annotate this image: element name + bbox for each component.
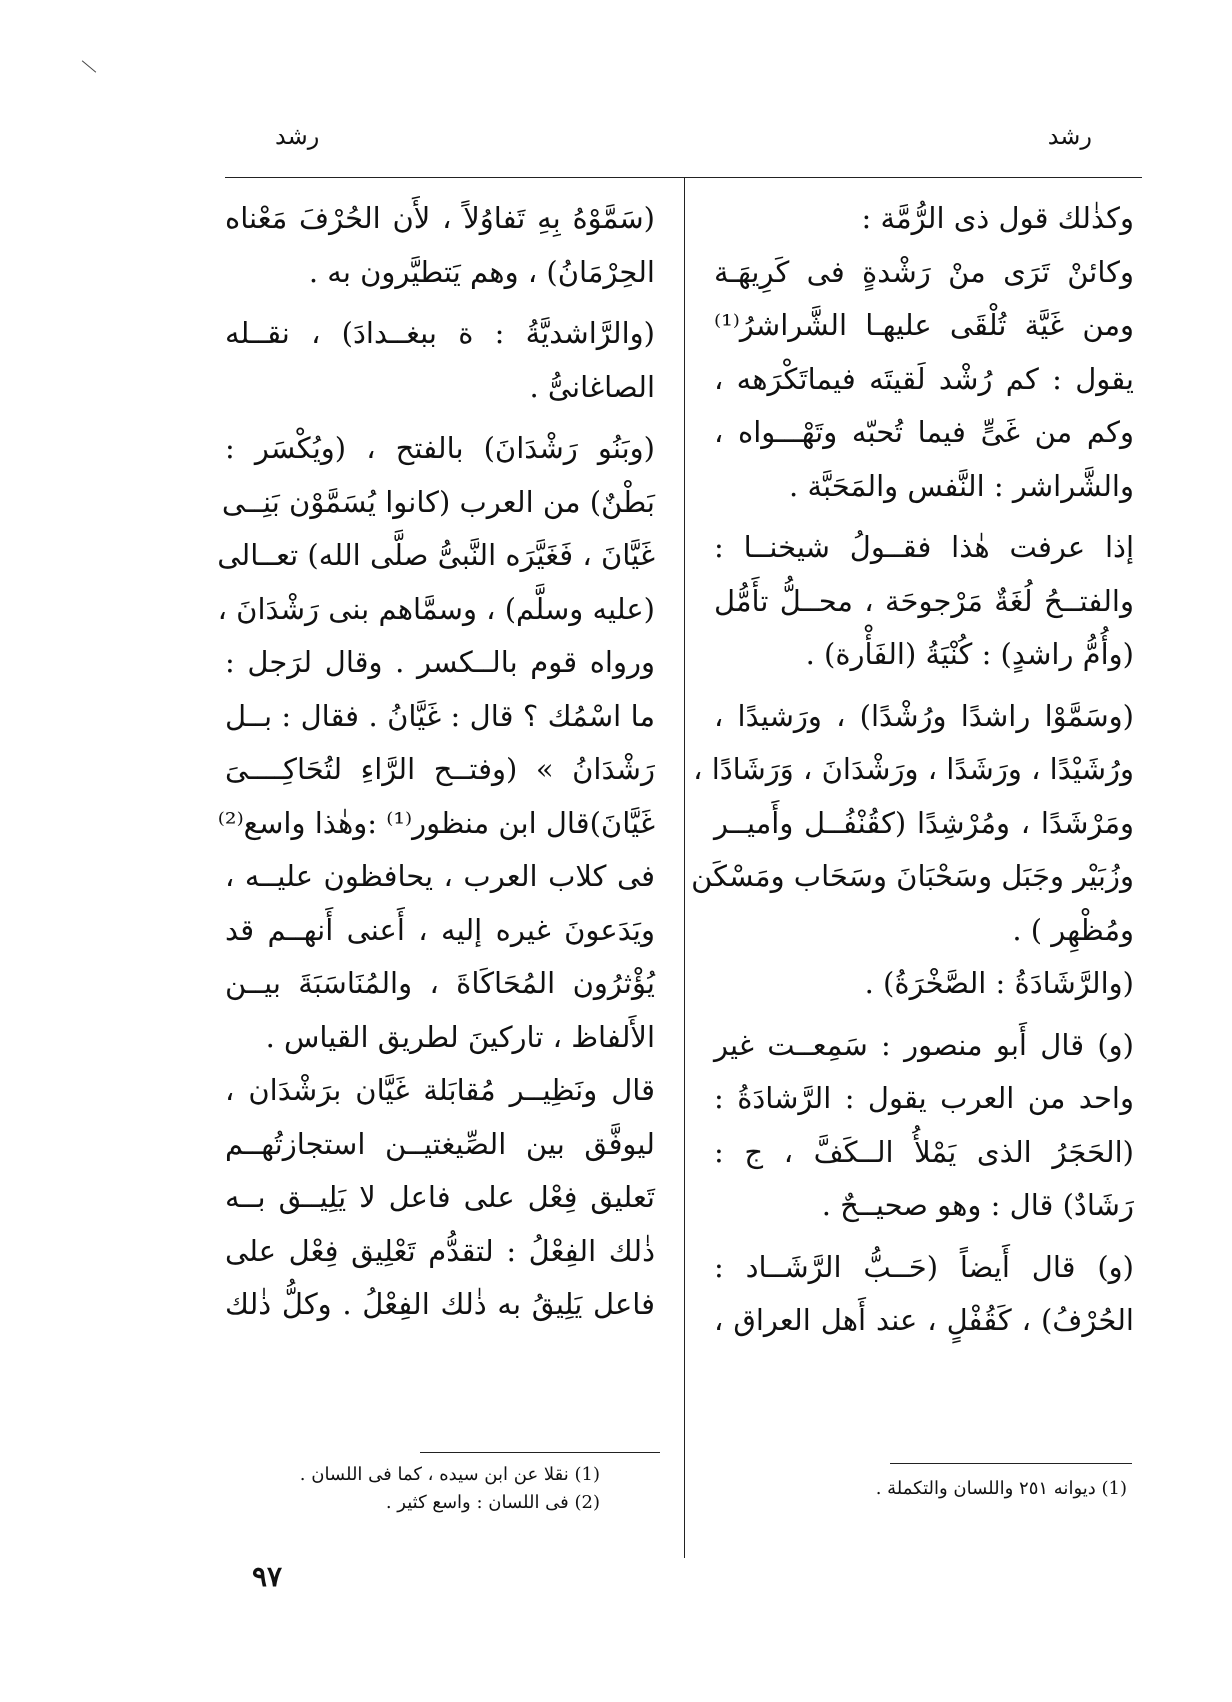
text-line: رَشَادٌ) قال : وهو صحيــحٌ . (821, 1188, 1134, 1222)
entry-line: (وسَمَّوْا راشدًا ورُشْدًا) ، ورَشيدًا ، (714, 698, 1134, 733)
text-line: غَيَّانَ)قال ابن منظور⁽¹⁾ :وهٰذا واسع⁽²⁾ (217, 805, 655, 840)
text-line: الحُرْفُ) ، كَقُفْلٍ ، عند أَهل العراق ، (714, 1303, 1134, 1337)
running-header-left: رشد (275, 122, 320, 150)
column-divider (684, 178, 685, 1558)
text-line: الصاغانىُّ . (529, 369, 655, 404)
entry-line: (وأُمُّ راشدٍ) : كُنْيَةُ (الفَأْرة) . (805, 637, 1134, 671)
text-line: فى كلاب العرب ، يحافظون عليــه ، (225, 859, 655, 893)
text-line: والشَّراشر : النَّفس والمَحَبَّة . (789, 468, 1134, 503)
text-line: والفتــحُ لُغَةٌ مَرْجوحَة ، محــلُّ تأَمُّل (714, 583, 1134, 618)
footnote-right-1: (1) ديوانه ٢٥١ واللسان والتكملة . (875, 1478, 1127, 1499)
verse-line: ومن غَيَّة تُلْقَى عليهـا الشَّراشرُ⁽¹⁾ (714, 308, 1134, 342)
text-line: (الحَجَرُ الذى يَمْلأُ الــكَفَّ ، ج : (714, 1134, 1134, 1169)
text-line: وكذٰلك قول ذى الرُّمَّة : (861, 201, 1134, 235)
text-line: ويَدَعونَ غيره إليه ، أَعنى أَنهــم قد (225, 912, 655, 947)
text-line: فاعل يَلِيقُ به ذٰلك الفِعْلُ . وكلُّ ذٰلك (225, 1287, 655, 1321)
text-line: يُؤْثرُون المُحَاكَاةَ ، والمُنَاسَبَةَ بيــن (225, 966, 655, 1000)
text-line: الحِرْمَانُ) ، وهم يَتطيَّرون به . (308, 254, 655, 289)
text-line: غَيَّانَ ، فَغَيَّرَه النَّبىُّ صلَّى الله) تعــالى (217, 538, 655, 572)
right-column (691, 192, 1134, 1348)
footnote-left-1: (1) نقلا عن ابن سيده ، كما فى اللسان . (299, 1464, 600, 1485)
text-line: (سَمَّوْهُ بِهِ تَفاوُلاً ، لأَن الحُرْفَ مَعْناه (225, 201, 655, 235)
text-line: وكم من غَىٍّ فيما تُحبّه وتَهْـــواه ، (714, 415, 1134, 449)
text-line: ورُشَيْدًا ، ورَشَدًا ، ورَشْدَانَ ، وَرَشَادًا ، (693, 752, 1134, 786)
footnote-rule-right (890, 1463, 1132, 1464)
text-line: الأَلفاظ ، تاركينَ لطريق القياس . (265, 1019, 655, 1054)
text-line: تَعليق فِعْل على فاعل لا يَلِيــق بــه (225, 1180, 655, 1214)
text-line: إذا عرفت هٰذا فقــولُ شيخنــا : (714, 530, 1134, 564)
text-line: قال ونَظِيــر مُقابَلة غَيَّان برَشْدَان ، (225, 1073, 655, 1107)
footnote-rule-left (420, 1452, 660, 1453)
text-line: (و) قال أَبو منصور : سَمِعــت غير (714, 1027, 1134, 1062)
page-number: ٩٧ (252, 1560, 283, 1593)
text-line: ليوفَّق بين الصِّيغتيــن استجازتُهــم (225, 1126, 655, 1161)
text-line: بَطْنٌ) من العرب (كانوا يُسَمَّوْن بَنِــى (221, 484, 655, 519)
text-line: (عليه وسلَّم) ، وسمَّاهم بنى رَشْدَانَ ، (217, 591, 655, 626)
text-line: ومَرْشَدًا ، ومُرْشِدًا (كقُنْفُــل وأَميــر (714, 805, 1134, 840)
scan-mark (82, 60, 96, 72)
text-line: ما اسْمُك ؟ قال : غَيَّانُ . فقال : بــل (225, 698, 655, 733)
entry-line: (والرَّشَادَةُ : الصَّخْرَةُ) . (864, 966, 1134, 1000)
footnote-left-2: (2) فى اللسان : واسع كثير . (385, 1492, 600, 1513)
entry-line: (والرَّاشديَّةُ : ة ببغــدادَ) ، نقــله (225, 316, 655, 350)
text-line: رَشْدَانُ » (وفتــح الرَّاءِ لتُحَاكِــــىَ (225, 752, 655, 786)
text-line: ومُظْهِر ) . (1012, 912, 1134, 947)
text-line: (و) قال أَيضاً (حَــبُّ الرَّشَــاد : (714, 1249, 1134, 1284)
running-header-right: رشد (1047, 122, 1092, 150)
text-line: ذٰلك الفِعْلُ : لتقدُّم تَعْلِيق فِعْل على (225, 1233, 655, 1268)
text-line: يقول : كم رُشْد لَقيتَه فيماتَكْرَهه ، (714, 361, 1134, 396)
text-line: ورواه قوم بالــكسر . وقال لرَجل : (225, 645, 655, 679)
left-column (217, 192, 655, 1332)
entry-line: (وبَنُو رَشْدَانَ) بالفتح ، (ويُكْسَر : (225, 431, 655, 465)
text-line: وزُبَيْر وجَبَل وسَحْبَانَ وسَحَاب ومَسْكَن (691, 859, 1134, 893)
text-line: واحد من العرب يقول : الرَّشادَةُ : (714, 1081, 1134, 1115)
verse-line: وكائنْ تَرَى منْ رَشْدةٍ فى كَرِيهَـة (714, 254, 1134, 289)
